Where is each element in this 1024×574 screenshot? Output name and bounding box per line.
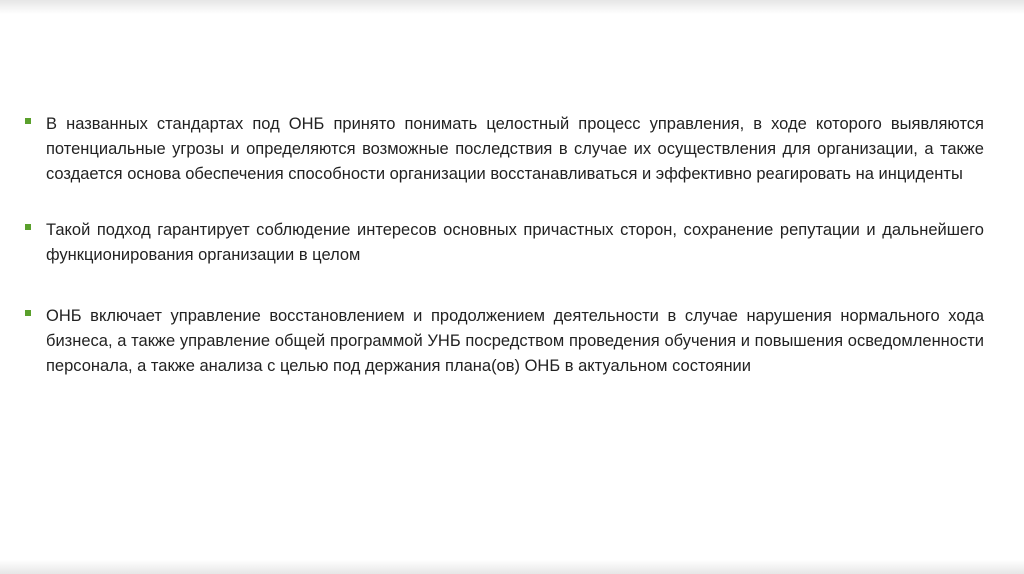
bottom-edge-shadow <box>0 560 1024 574</box>
bullet-marker-icon <box>25 310 31 316</box>
bullet-marker-icon <box>25 118 31 124</box>
top-edge-shadow <box>0 0 1024 14</box>
bullet-item <box>24 112 984 187</box>
bullet-list <box>24 112 984 410</box>
bullet-item <box>24 304 984 379</box>
bullet-text: ОНБ включает управление восстановлением и продолжением деятельности в случае нарушения нормального хода бизнеса, а также управление общей программой УНБ посредством проведения обучения и повышения осведомленности персонала, а также анализа с целью под держания плана(ов) ОНБ в актуальном состоянии <box>46 307 984 375</box>
bullet-marker-icon <box>25 224 31 230</box>
bullet-text: В названных стандартах под ОНБ принято понимать целостный процесс управления, в ходе которого выявляются потенциальные угрозы и определяются возможные последствия в случае их осуществления для организации, а также создается основа обеспечения способности организации восстанавливаться и эффективно реагировать на инциденты <box>46 115 984 183</box>
bullet-text: Такой подход гарантирует соблюдение интересов основных причастных сторон, сохранение репутации и дальнейшего функционирования организации в целом <box>46 221 984 264</box>
bullet-item <box>24 218 984 268</box>
